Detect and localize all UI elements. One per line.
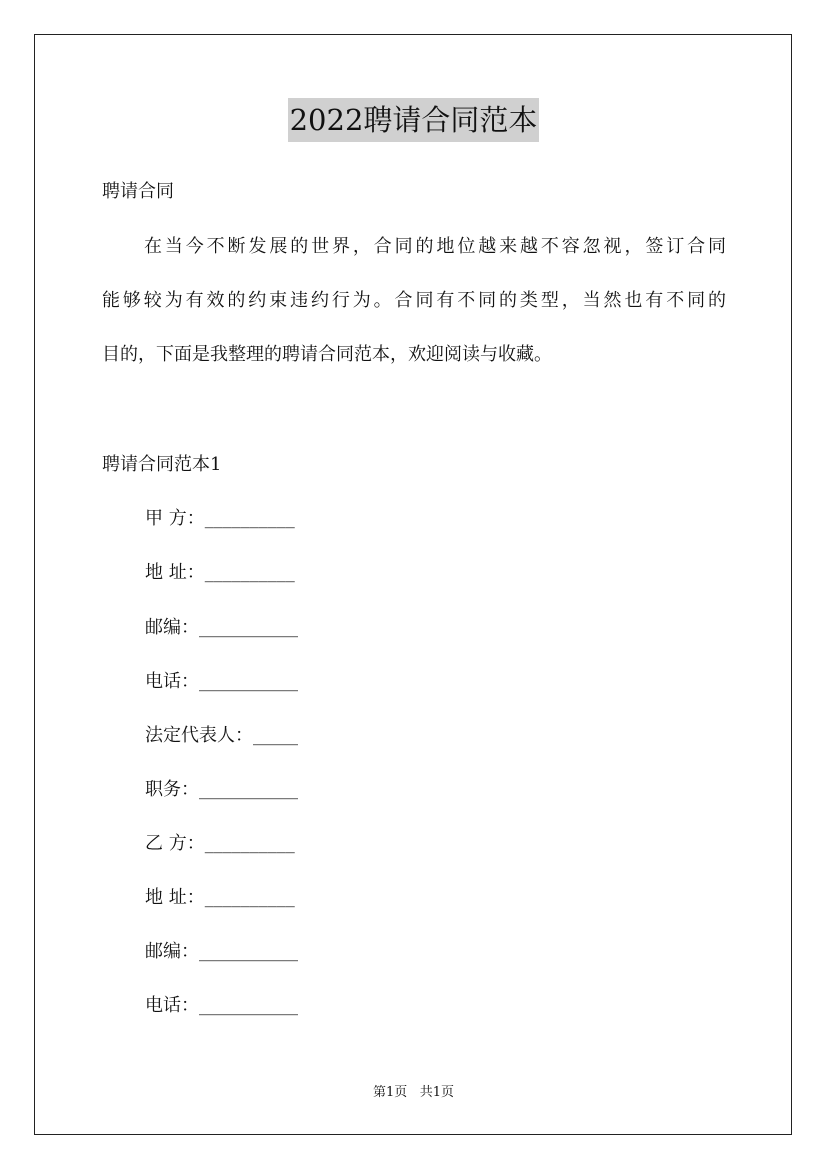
- title-wrap: [0, 98, 827, 142]
- page-number: 第1页: [373, 1085, 408, 1100]
- field-postcode-b: 邮编：___________: [145, 941, 298, 962]
- intro-line-3: 目的，下面是我整理的聘请合同范本，欢迎阅读与收藏。: [102, 344, 552, 365]
- field-position: 职务：___________: [145, 779, 298, 800]
- intro-line-1: 在当今不断发展的世界，合同的地位越来越不容忽视，签订合同: [144, 236, 726, 257]
- field-party-b: 乙 方：__________: [145, 833, 295, 854]
- field-phone-b: 电话：___________: [145, 995, 298, 1016]
- field-address-a: 地 址：__________: [145, 562, 295, 583]
- page-footer: [0, 1084, 827, 1102]
- intro-line-2: 能够较为有效的约束违约行为。合同有不同的类型，当然也有不同的: [102, 290, 726, 311]
- sample-heading: 聘请合同范本1: [102, 454, 222, 475]
- field-phone-a: 电话：___________: [145, 671, 298, 692]
- field-party-a: 甲 方：__________: [145, 508, 295, 529]
- section-heading: 聘请合同: [102, 181, 174, 202]
- field-address-b: 地 址：__________: [145, 887, 295, 908]
- page-total: 共1页: [419, 1085, 454, 1100]
- field-postcode-a: 邮编：___________: [145, 617, 298, 638]
- document-title: 2022聘请合同范本: [288, 98, 540, 142]
- field-legal-rep: 法定代表人：_____: [145, 725, 298, 746]
